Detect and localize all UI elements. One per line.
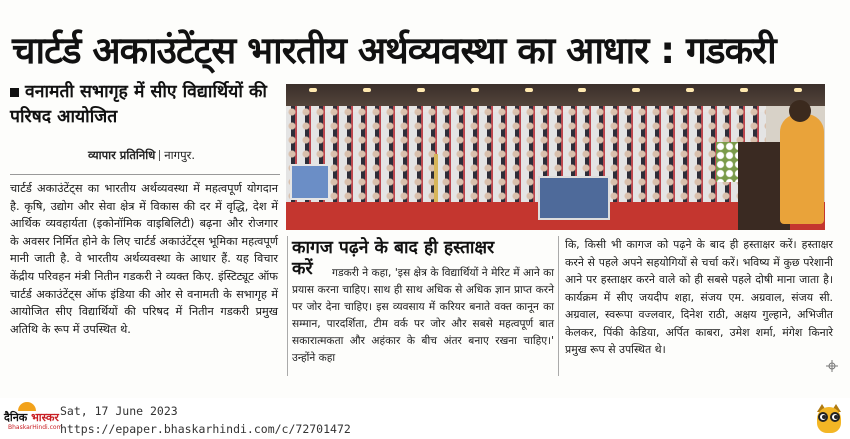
logo-subtext: BhaskarHindi.com — [8, 424, 63, 431]
square-bullet-icon — [10, 88, 19, 97]
photo-speaker-head — [789, 100, 811, 122]
photo-speaker — [780, 114, 824, 224]
byline-author: व्यापार प्रतिनिधि — [88, 148, 156, 162]
column-divider — [10, 174, 280, 175]
article-body-right-column: कि, किसी भी कागज को पढ़ने के बाद ही हस्ताक्षर करें। हस्ताक्षर करने से पहले अपने सहयोगियों से चर्चा करें। भविष्य में कुछ परेशानी आने पर हस्ताक्षर करने वाले को ही सबसे पहले दोषी माना जाता है। कार्यक्रम में सीए जयदीप शहा, संजय एम. अग्रवाल, संजय सी. अग्रवाल, स्वरूपा वज्लवार, दिनेश राठी, अक्षय गुल्हाने, अभिजीत केलकर, पिंकी केडिया, अर्पित काबरा, उमेश शर्मा, मंगेश किनारे प्रमुख रूप से उपस्थित थे। — [565, 238, 833, 356]
byline-separator — [159, 150, 160, 161]
byline-place: नागपुर. — [164, 148, 196, 162]
dainik-bhaskar-logo[interactable] — [4, 402, 63, 436]
article-subhead — [10, 80, 280, 130]
photo-lights — [286, 88, 825, 94]
owl-mascot-icon — [814, 403, 844, 435]
publish-date: Sat, 17 June 2023 — [60, 404, 178, 418]
article-body-left-column: चार्टर्ड अकाउंटेंट्स का भारतीय अर्थव्यवस्था में महत्वपूर्ण योगदान है. कृषि, उद्योग और सेवा क्षेत्र में विकास की दर में वृद्धि, देश में आर्थिक व्यवहार्यता (इकोनॉमिक वाइबिलिटी) बढ़ना और रोजगार के अवसर निर्मित होने के लिए चार्टर्ड अकाउंटेंट्स भूमिका महत्वपूर्ण मानी जाती है. वे भारतीय अर्थव्यवस्था के आधार हैं. यह विचार केंद्रीय परिवहन मंत्री नितीन गडकरी ने व्यक्त किए. इंस्टिट्यूट ऑफ चार्टर्ड अकाउंटेंट्स ऑफ इंडिया की ओर से वनामती के सभागृह में आयोजित सीए विद्यार्थियों की परिषद में नितीन गडकरी प्रमुख अतिथि के रूप में उपस्थित थे. — [10, 182, 278, 336]
event-photo — [286, 84, 825, 230]
column-divider — [287, 236, 288, 376]
section-heading: कागज पढ़ने के बाद ही हस्ताक्षर — [292, 238, 495, 258]
logo-text: दैनिक भास्कर — [4, 411, 59, 424]
photo-screen-left — [290, 164, 330, 200]
crosshair-icon — [826, 360, 838, 372]
footer-meta — [60, 402, 351, 438]
photo-lamp — [434, 154, 438, 202]
article-subhead-text: वनामती सभागृह में सीए विद्यार्थियों की परिषद आयोजित — [10, 82, 267, 127]
photo-audience — [286, 106, 766, 206]
article-byline — [88, 148, 278, 163]
epaper-url[interactable]: https://epaper.bhaskarhindi.com/c/72701472 — [60, 422, 351, 436]
article-body-mid-column: गडकरी ने कहा, 'इस क्षेत्र के विद्यार्थियों ने मेरिट में आने का प्रयास करना चाहिए। साथ ही साथ अधिक से अधिक ज्ञान प्राप्त करने पर जोर देना चाहिए। इस व्यवसाय में करियर बनाते वक्त कानून का सम्मान, पारदर्शिता, टीम वर्क पर जोर और सबसे महत्वपूर्ण बात सकारात्मकता और अहंकार के बीच अंतर बनाए रखना चाहिए।' उन्होंने कहा — [292, 267, 554, 364]
photo-screen-center — [538, 176, 610, 220]
column-divider — [558, 236, 559, 376]
section-heading-cont: करें — [292, 259, 313, 279]
article-headline: चार्टर्ड अकाउंटेंट्स भारतीय अर्थव्यवस्था का आधार : गडकरी — [12, 29, 776, 72]
